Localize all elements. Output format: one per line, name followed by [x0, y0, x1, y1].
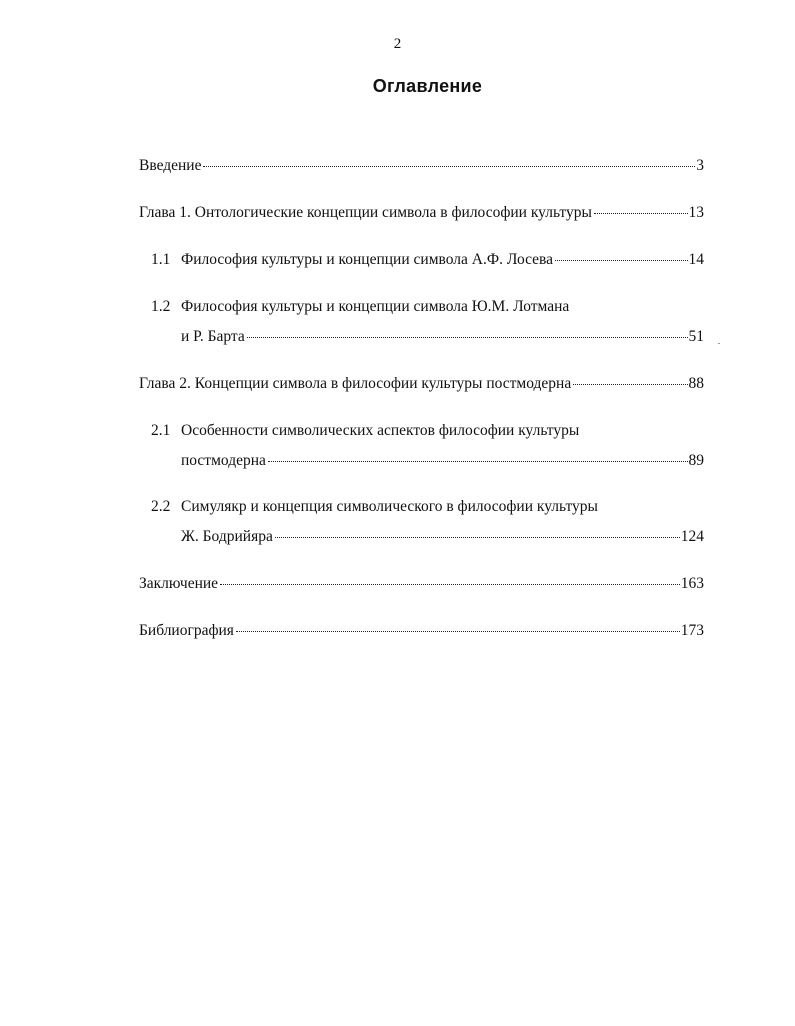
- toc-entry-label: постмодерна: [181, 452, 266, 469]
- toc-entry-label: и Р. Барта: [181, 328, 245, 345]
- toc-entry-page: 14: [688, 251, 704, 268]
- toc-entry-page: 3: [696, 157, 704, 174]
- toc-entry-label: Ж. Бодрийяра: [181, 528, 273, 545]
- dot-leader: [268, 461, 688, 462]
- toc-entry-section-2-1-line1[interactable]: [151, 421, 579, 441]
- toc-entry-page: 173: [680, 622, 704, 639]
- toc-entry-page: 51: [688, 328, 704, 345]
- page-title: Оглавление: [372, 76, 483, 96]
- dot-leader: [220, 584, 680, 585]
- section-number: 1.2: [151, 298, 171, 315]
- toc-entry-label: Заключение: [139, 575, 219, 592]
- toc-entry-conclusion[interactable]: [139, 574, 704, 594]
- toc-entry-page: 88: [688, 375, 704, 392]
- toc-entry-page: 124: [680, 528, 704, 545]
- toc-entry-page: 89: [688, 452, 704, 469]
- toc-entry-page: 163: [680, 575, 704, 592]
- toc-entry-section-2-2-line1[interactable]: [151, 497, 598, 517]
- section-title: Симулякр и концепция символического в философии культуры: [181, 498, 598, 515]
- toc-entry-section-2-2-line2[interactable]: [181, 527, 704, 547]
- toc-entry-label: Глава 2. Концепции символа в философии культуры постмодерна: [139, 375, 572, 392]
- dot-leader: [594, 213, 688, 214]
- toc-entry-section-2-1-line2[interactable]: [181, 451, 704, 471]
- section-title: Философия культуры и концепции символа А.Ф. Лосева: [181, 251, 554, 268]
- toc-entry-section-1-2-line1[interactable]: [151, 297, 569, 317]
- section-title: Особенности символических аспектов философии культуры: [181, 422, 580, 439]
- dot-leader: [573, 384, 687, 385]
- dot-leader: [236, 631, 680, 632]
- dot-leader: [275, 537, 680, 538]
- section-number: 2.2: [151, 498, 171, 515]
- toc-entry-label: Введение: [139, 157, 202, 174]
- toc-entry-page: 13: [688, 204, 704, 221]
- toc-entry-bibliography[interactable]: [139, 621, 704, 641]
- dot-leader: [555, 260, 687, 261]
- page-number: 2: [393, 36, 402, 52]
- toc-entry-introduction[interactable]: [139, 156, 704, 176]
- dot-leader: [203, 166, 695, 167]
- toc-entry-label: Глава 1. Онтологические концепции символа в философии культуры: [139, 204, 592, 221]
- scan-artifact: [718, 343, 720, 344]
- toc-entry-section-1-1[interactable]: [151, 250, 704, 270]
- dot-leader: [247, 337, 688, 338]
- section-number: 2.1: [151, 422, 171, 439]
- toc-entry-label: [151, 250, 553, 270]
- section-title: Философия культуры и концепции символа Ю.М. Лотмана: [181, 298, 570, 315]
- toc-entry-label: Библиография: [139, 622, 234, 639]
- toc-entry-chapter-1[interactable]: [139, 203, 704, 223]
- toc-entry-chapter-2[interactable]: [139, 374, 704, 394]
- toc-entry-section-1-2-line2[interactable]: [181, 327, 704, 347]
- section-number: 1.1: [151, 251, 171, 268]
